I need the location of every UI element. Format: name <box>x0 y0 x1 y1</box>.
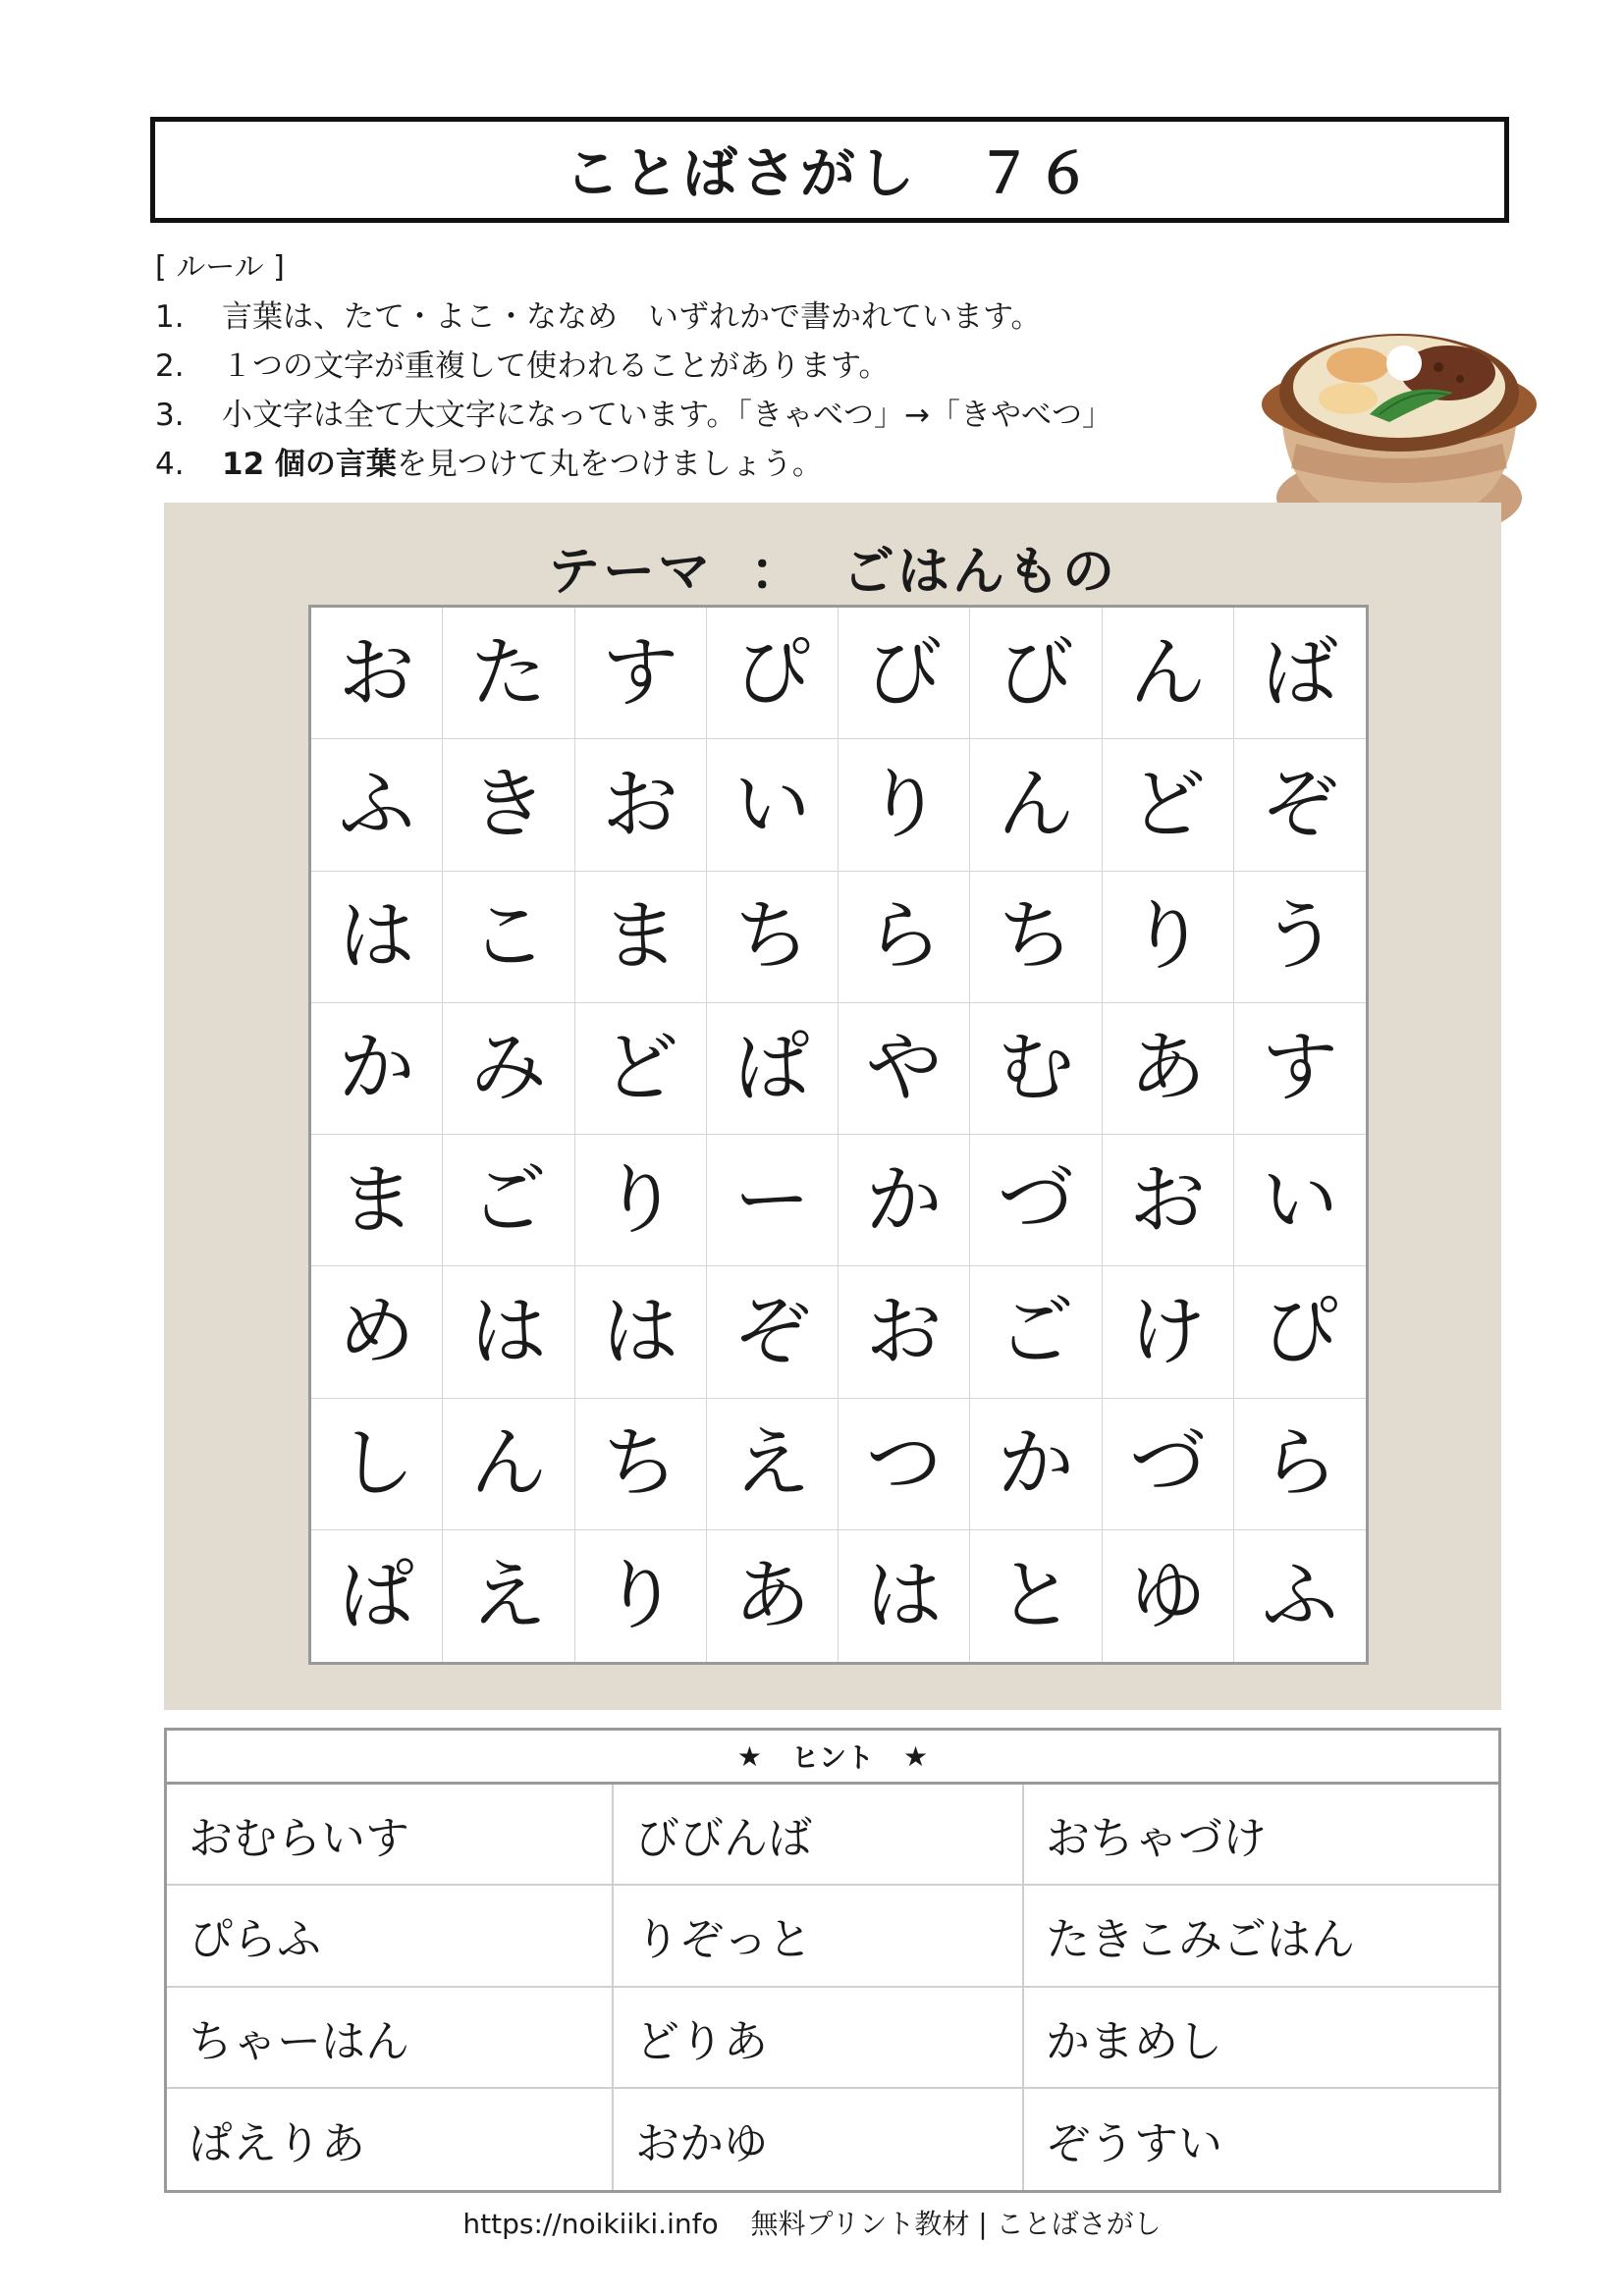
grid-cell[interactable]: ま <box>575 872 707 1003</box>
rule-item-3: 3. 小文字は全て大文字になっています。「きゃべつ」→「きやべつ」 <box>155 398 1112 433</box>
grid-cell[interactable]: と <box>970 1530 1102 1662</box>
grid-cell[interactable]: え <box>443 1530 574 1662</box>
grid-cell[interactable]: び <box>839 608 970 739</box>
grid-cell[interactable]: け <box>1103 1266 1234 1398</box>
hint-word: ぞうすい <box>1046 2116 1223 2169</box>
hint-word: ぴらふ <box>167 1886 614 1987</box>
grid-cell[interactable]: え <box>707 1399 839 1530</box>
grid-cell[interactable]: す <box>1234 1003 1366 1135</box>
grid-cell[interactable]: あ <box>1103 1003 1234 1135</box>
hint-word: たきこみごはん <box>1024 1886 1498 1987</box>
grid-cell[interactable]: ち <box>707 872 839 1003</box>
grid-cell[interactable]: ふ <box>1261 1551 1338 1640</box>
hint-word: りぞっと <box>614 1886 1024 1987</box>
grid-cell[interactable]: き <box>443 739 574 871</box>
letter-grid <box>308 605 1369 1665</box>
grid-cell[interactable]: や <box>839 1003 970 1135</box>
grid-cell[interactable]: び <box>970 608 1102 739</box>
grid-cell[interactable]: ぱ <box>707 1003 839 1135</box>
grid-cell[interactable]: ご <box>970 1266 1102 1398</box>
grid-cell[interactable]: ぱ <box>311 1530 443 1662</box>
grid-cell[interactable]: づ <box>970 1135 1102 1266</box>
grid-cell[interactable]: う <box>1234 872 1366 1003</box>
grid-cell[interactable]: ち <box>575 1399 707 1530</box>
grid-cell[interactable]: は <box>839 1530 970 1662</box>
grid-cell[interactable]: ぞ <box>1234 739 1366 871</box>
hint-word: びびんば <box>614 1785 1024 1886</box>
grid-cell[interactable]: し <box>311 1399 443 1530</box>
grid-cell[interactable]: か <box>311 1003 443 1135</box>
grid-cell[interactable]: ー <box>707 1135 839 1266</box>
hint-word: おむらいす <box>167 1785 614 1886</box>
grid-cell[interactable]: ち <box>970 872 1102 1003</box>
grid-cell[interactable]: お <box>311 608 443 739</box>
hint-word: どりあ <box>614 1988 1024 2089</box>
grid-cell[interactable]: お <box>575 739 707 871</box>
footer <box>0 2203 1624 2242</box>
grid-cell[interactable]: め <box>311 1266 443 1398</box>
footer-url[interactable]: https://noikiiki.info <box>462 2208 719 2240</box>
grid-cell[interactable]: ら <box>1234 1399 1366 1530</box>
star-icon: ★ <box>736 1739 762 1773</box>
rule-item-4: 4. 12 個の言葉を見つけて丸をつけましょう。 <box>155 447 823 482</box>
grid-cell[interactable]: か <box>839 1135 970 1266</box>
grid-cell[interactable]: む <box>970 1003 1102 1135</box>
grid-cell[interactable]: ば <box>1234 608 1366 739</box>
grid-cell[interactable]: ん <box>443 1399 574 1530</box>
grid-cell[interactable]: ぴ <box>1234 1266 1366 1398</box>
grid-cell[interactable]: は <box>575 1266 707 1398</box>
grid-cell[interactable]: ん <box>970 739 1102 871</box>
grid-cell[interactable]: は <box>311 872 443 1003</box>
grid-cell[interactable]: い <box>707 739 839 871</box>
hint-header: ★ ヒント ★ <box>167 1731 1498 1785</box>
star-icon: ★ <box>903 1739 929 1773</box>
grid-cell[interactable]: あ <box>707 1530 839 1662</box>
grid-cell[interactable]: た <box>443 608 574 739</box>
grid-cell[interactable]: ん <box>1103 608 1234 739</box>
grid-cell[interactable]: り <box>575 1530 707 1662</box>
rule-item-1: 1. 言葉は、たて・よこ・ななめ いずれかで書かれています。 <box>155 299 1042 335</box>
hint-word: かまめし <box>1024 1988 1498 2089</box>
grid-cell[interactable]: ど <box>1103 739 1234 871</box>
rules-section <box>155 243 1112 489</box>
grid-cell[interactable]: り <box>1103 872 1234 1003</box>
grid-cell[interactable]: り <box>575 1135 707 1266</box>
grid-cell[interactable]: ぞ <box>707 1266 839 1398</box>
rule-item-2: 2. １つの文字が重複して使われることがあります。 <box>155 348 890 384</box>
grid-cell[interactable]: ま <box>311 1135 443 1266</box>
grid-cell[interactable]: つ <box>839 1399 970 1530</box>
hint-word: ぱえりあ <box>167 2089 614 2190</box>
hint-word: ちゃーはん <box>167 1988 614 2089</box>
grid-cell[interactable]: お <box>839 1266 970 1398</box>
rules-header: [ ルール ] <box>155 250 285 285</box>
footer-text: 無料プリント教材 | ことばさがし <box>750 2208 1162 2240</box>
grid-cell[interactable]: み <box>443 1003 574 1135</box>
grid-cell[interactable]: ど <box>575 1003 707 1135</box>
grid-cell[interactable]: ご <box>443 1135 574 1266</box>
hint-word: おかゆ <box>614 2089 1024 2190</box>
hint-table <box>164 1728 1501 2193</box>
hint-word: おちゃづけ <box>1024 1785 1498 1886</box>
grid-cell[interactable]: は <box>443 1266 574 1398</box>
grid-cell[interactable]: こ <box>443 872 574 1003</box>
grid-cell[interactable]: づ <box>1103 1399 1234 1530</box>
grid-cell[interactable]: ぴ <box>707 608 839 739</box>
theme-title: テーマ ： ごはんもの <box>548 542 1117 602</box>
grid-cell[interactable]: す <box>575 608 707 739</box>
grid-cell[interactable]: い <box>1234 1135 1366 1266</box>
grid-cell[interactable]: ゆ <box>1103 1530 1234 1662</box>
page-title: ことばさがし ７６ <box>150 117 1509 223</box>
grid-cell[interactable]: ら <box>839 872 970 1003</box>
grid-cell[interactable]: り <box>839 739 970 871</box>
grid-cell[interactable]: お <box>1103 1135 1234 1266</box>
grid-cell[interactable]: ふ <box>311 739 443 871</box>
grid-cell[interactable]: か <box>970 1399 1102 1530</box>
